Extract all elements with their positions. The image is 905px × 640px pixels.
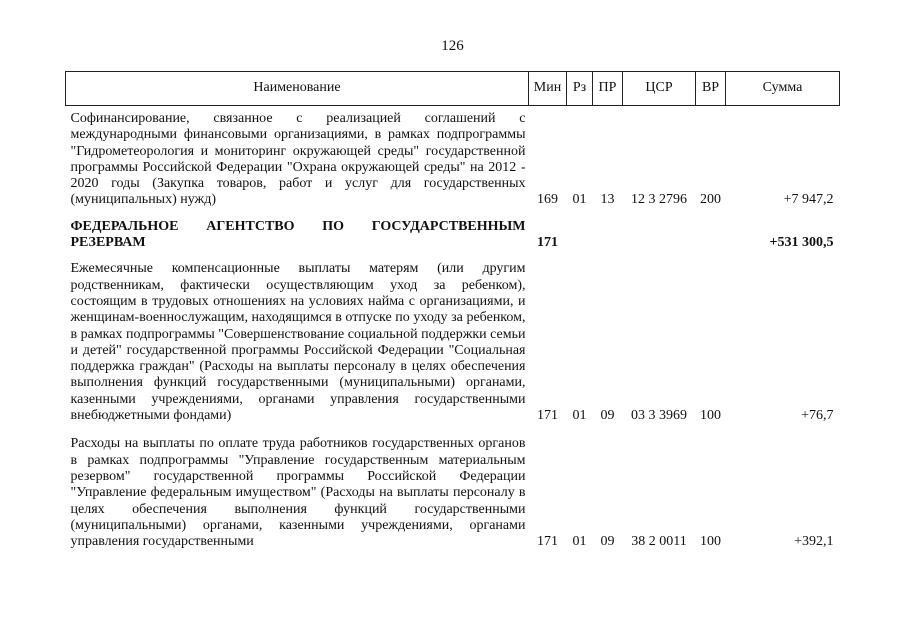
row-rz: 01	[572, 408, 587, 424]
row-min: 171	[537, 235, 558, 251]
row-csr: 38 2 0011	[631, 534, 687, 550]
row-name: ФЕДЕРАЛЬНОЕ АГЕНТСТВО ПО ГОСУДАРСТВЕННЫМ РЕЗЕРВАМ	[70, 218, 526, 251]
header-min: Мин	[529, 72, 567, 106]
row-pr: 09	[600, 408, 615, 424]
table-row	[66, 424, 840, 550]
row-vr: 100	[700, 408, 721, 424]
row-min: 171	[537, 534, 558, 550]
row-rz: 01	[572, 534, 587, 550]
table-row	[66, 106, 840, 209]
row-pr	[593, 209, 623, 252]
row-vr	[696, 209, 726, 252]
row-pr: 13	[600, 192, 615, 208]
header-sum: Сумма	[726, 72, 840, 106]
row-min: 169	[537, 192, 558, 208]
row-name: Ежемесячные компенсационные выплаты матерям (или другим родственникам, фактически осуществляющим уход за ребенком), состоящим в трудовых отношениях на условиях найма с организациями, и женщинам-военнослужащим, находящимся в отпуске по уходу за ребенком, в рамках подпрограммы "Совершенствование социальной поддержки семьи и детей" государственной программы Российской Федерации "Социальная поддержка граждан" (Расходы на выплаты персоналу в целях обеспечения выполнения функций государственными (муниципальными) органами, казенными учреждениями, органами управления государственными внебюджетными фондами)	[70, 261, 526, 424]
row-sum: +531 300,5	[769, 235, 834, 251]
header-csr: ЦСР	[623, 72, 696, 106]
row-csr: 03 3 3969	[631, 408, 687, 424]
table-row	[66, 209, 840, 252]
row-sum: +392,1	[794, 534, 834, 550]
row-vr: 100	[700, 534, 721, 550]
row-name: Софинансирование, связанное с реализацией соглашений с международными финансовыми организациями, в рамках подпрограммы "Гидрометеорология и мониторинг окружающей среды" государственной программы Российской Федерации "Охрана окружающей среды" на 2012 - 2020 годы (Закупка товаров, работ и услуг для государственных (муниципальных) нужд)	[70, 111, 526, 208]
header-rz: Рз	[567, 72, 593, 106]
row-vr: 200	[700, 192, 721, 208]
row-min: 171	[537, 408, 558, 424]
row-sum: +76,7	[801, 408, 834, 424]
row-csr: 12 3 2796	[631, 192, 687, 208]
row-pr: 09	[600, 534, 615, 550]
header-vr: ВР	[696, 72, 726, 106]
budget-table	[65, 71, 840, 550]
row-sum: +7 947,2	[783, 192, 834, 208]
row-rz: 01	[572, 192, 587, 208]
header-name: Наименование	[66, 72, 529, 106]
row-rz	[567, 209, 593, 252]
page-number: 126	[441, 38, 464, 54]
table-row	[66, 251, 840, 424]
row-csr	[623, 209, 696, 252]
table-header-row	[66, 72, 840, 106]
row-name: Расходы на выплаты по оплате труда работников государственных органов в рамках подпрограммы "Управление государственным материальным резервом" государственной программы Российской Федерации "Управление федеральным имуществом" (Расходы на выплаты персоналу в целях обеспечения выполнения функций государственными (муниципальными) органами, казенными учреждениями, органами управления государственными	[70, 436, 526, 550]
header-pr: ПР	[593, 72, 623, 106]
